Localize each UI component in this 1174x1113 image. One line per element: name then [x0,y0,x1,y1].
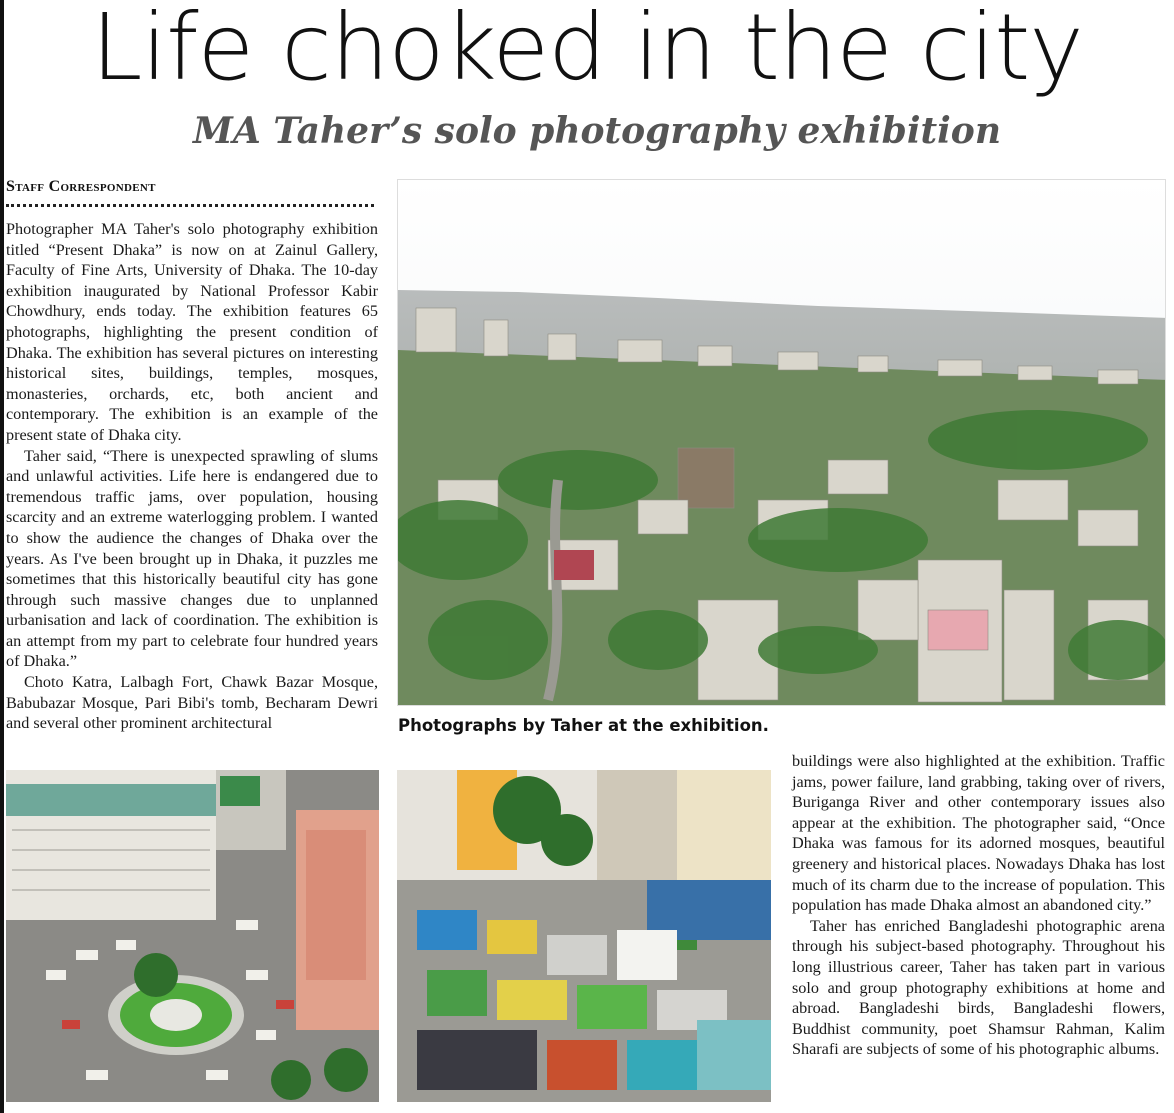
byline: Staff Correspondent [6,178,156,195]
article-column-right [792,751,1165,1060]
subheadline: MA Taher’s solo photography exhibition [193,110,1001,152]
paragraph: Taher said, “There is unexpected sprawling of slums and unlawful activities. Life here is endangered due to tremendous traffic jams, over population, housing scarcity and an extreme waterlogging problem. I wanted to show the audience the changes of Dhaka over the years. As I've been brought up in Dhaka, it puzzles me sometimes that this historically beautiful city has gone through such massive changes due to unplanned urbanisation and lack of coordination. The exhibition is an attempt from my part to celebrate four hundred years of Dhaka.” [6,446,378,671]
paragraph: Choto Katra, Lalbagh Fort, Chawk Bazar Mosque, Babubazar Mosque, Pari Bibi's tomb, Becharam Dewri and several other prominent architectural [6,673,378,733]
byline-dotted-rule [6,204,374,207]
paragraph: Taher has enriched Bangladeshi photographic arena through his subject-based photography. Throughout his long illustrious career, Taher has taken part in various solo and group photography exhibitions at home and abroad. Bangladeshi birds, Bangladeshi flowers, Buddhist community, poet Shamsur Rahman, Kalim Sharafi are subjects of some of his photographic albums. [792,916,1165,1059]
article-column-left [6,219,378,734]
photo-caption: Photographs by Taher at the exhibition. [398,716,769,735]
photo-traffic-roundabout [6,770,379,1102]
paragraph: Photographer MA Taher's solo photography exhibition titled “Present Dhaka” is now on at Zainul Gallery, Faculty of Fine Arts, University of Dhaka. The 10-day exhibition inaugurated by National Professor Kabir Chowdhury, ends today. The exhibition features 65 photographs, highlighting the present condition of Dhaka. The exhibition has several pictures on interesting historical sites, buildings, temples, mosques, monasteries, orchards, etc, both ancient and contemporary. The exhibition is an example of the present state of Dhaka city. [6,220,378,444]
left-margin-rule [0,0,4,1113]
photo-dhaka-aerial-skyline [397,179,1166,706]
headline: Life choked in the city [91,0,1083,101]
photo-traffic-jam [397,770,771,1102]
paragraph: buildings were also highlighted at the exhibition. Traffic jams, power failure, land grabbing, taking over of rivers, Buriganga River and other contemporary issues also appear at the exhibition. The photographer said, “Once Dhaka was famous for its adorned mosques, beautiful greenery and historical places. Nowadays Dhaka has lost much of its charm due to the increase of population. This population has made Dhaka almost an abandoned city.” [792,752,1165,915]
